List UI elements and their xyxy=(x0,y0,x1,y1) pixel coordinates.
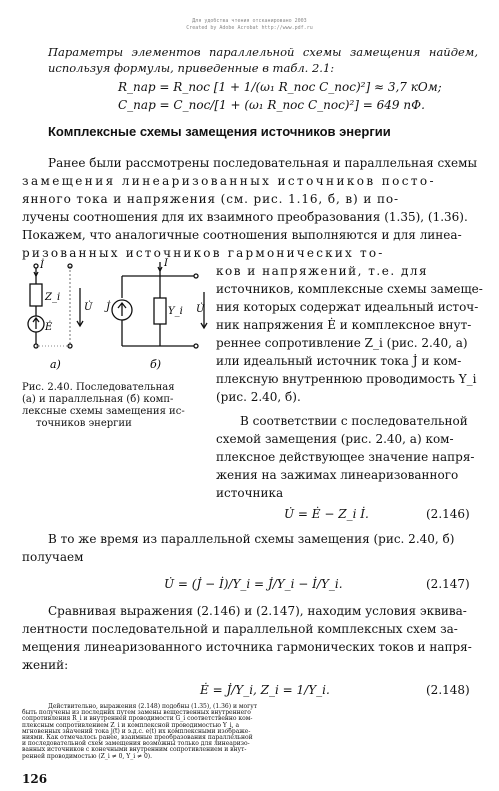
right-col-line: реннее сопротивление Z_i (рис. 2.40, а) xyxy=(216,336,468,350)
equation-number-2-147: (2.147) xyxy=(426,577,470,591)
label-e: Ė xyxy=(45,322,53,333)
paragraph-1-line: Ранее были рассмотрены последовательная и параллельная схемы xyxy=(48,156,478,170)
formula-r-par: R_пар = R_пос [1 + 1/(ω₁ R_пос C_пос)²] ≈ 3,7 кОм; xyxy=(118,80,442,94)
paragraph-3-line: получаем xyxy=(22,550,84,564)
paragraph-5-line: ванных источников с конечными внутренним сопротивлением и внут- xyxy=(22,746,247,754)
right-col-line: ник напряжения Ė и комплексное внут- xyxy=(216,318,472,332)
caption-line: лексные схемы замещения ис- xyxy=(22,406,185,417)
paragraph-5-line: быть получены из последних путем замены вещественных внутреннего xyxy=(22,709,251,717)
intro-paragraph: Параметры элементов параллельной схемы замещения найдем, используя формулы, приведенные в табл. 2.1: xyxy=(48,45,478,75)
right-col-line: (рис. 2.40, б). xyxy=(216,390,301,404)
paragraph-2-line: источника xyxy=(216,486,284,500)
paragraph-1-line: Покажем, что аналогичные соотношения выполняются и для линеа- xyxy=(22,228,462,242)
caption-line: (а) и параллельная (б) комп- xyxy=(22,394,174,405)
label-y-i: Y_i xyxy=(168,306,183,317)
paragraph-4-line: Сравнивая выражения (2.146) и (2.147), находим условия эквива- xyxy=(48,604,467,618)
label-j: J̇ xyxy=(106,302,111,313)
caption-line: точников энергии xyxy=(36,418,132,429)
paragraph-4-line: лентности последовательной и параллельной комплексных схем за- xyxy=(22,622,458,636)
label-current-a: İ xyxy=(40,260,44,271)
admittance-y-box xyxy=(154,298,166,324)
scan-header-line-2: Created by Adobe Acrobat http://www.pdf.ru xyxy=(186,25,313,31)
paragraph-5-line: ниями. Как отмечалось ранее, взаимные преобразования параллельной xyxy=(22,734,253,741)
impedance-z-box xyxy=(30,284,42,306)
paragraph-2-line: В соответствии с последовательной xyxy=(240,414,468,428)
paragraph-5-line: ренней проводимостью (Z_i ≠ 0, Y_i ≠ 0). xyxy=(22,752,153,760)
right-col-line: или идеальный источник тока J̇ и ком- xyxy=(216,354,462,368)
label-voltage-a: U̇ xyxy=(84,302,93,313)
paragraph-1-line: янного тока и напряжения (см. рис. 1.16, б, в) и по- xyxy=(22,192,399,206)
equation-2-147: U̇ = (J̇ − İ)/Y_i = J̇/Y_i − İ/Y_i. xyxy=(164,577,343,591)
right-col-line: ния которых содержат идеальный источ- xyxy=(216,300,479,314)
paragraph-3-line: В то же время из параллельной схемы замещения (рис. 2.40, б) xyxy=(48,532,455,546)
right-col-line: ков и напряжений, т.е. для xyxy=(216,264,429,278)
section-title: Комплексные схемы замещения источников энергии xyxy=(48,124,391,139)
paragraph-5-line: и последовательной схем замещения возможны только для линеаризо- xyxy=(22,740,250,748)
equation-number-2-146: (2.146) xyxy=(426,507,470,521)
circuit-figure-2-40 xyxy=(18,258,214,382)
label-voltage-b: U̇ xyxy=(196,304,205,315)
paragraph-5-line: плексным сопротивлением Z_i и комплексной проводимостью Y_i, а xyxy=(22,721,240,729)
paragraph-4-line: жений: xyxy=(22,658,69,672)
formula-c-par: C_пар = C_пос/[1 + (ω₁ R_пос C_пос)²] = 649 пФ. xyxy=(118,98,425,112)
paragraph-2-line: плексное действующее значение напря- xyxy=(216,450,475,464)
right-col-line: источников, комплексные схемы замеще- xyxy=(216,282,483,296)
label-a: а) xyxy=(50,358,61,371)
caption-line: Рис. 2.40. Последовательная xyxy=(22,382,175,393)
label-z-i: Z_i xyxy=(45,292,61,303)
right-col-line: плексную внутреннюю проводимость Y_i xyxy=(216,372,477,386)
paragraph-4-line: мещения линеаризованного источника гармонических токов и напря- xyxy=(22,640,472,654)
equation-2-146: U̇ = Ė − Z_i İ. xyxy=(284,507,369,521)
equation-number-2-148: (2.148) xyxy=(426,683,470,697)
figure-caption xyxy=(22,382,208,430)
circuit-a-series xyxy=(28,264,83,348)
page-number: 126 xyxy=(22,772,48,786)
label-current-b: İ xyxy=(164,258,168,269)
paragraph-2-line: схемой замещения (рис. 2.40, а) ком- xyxy=(216,432,454,446)
paragraph-5-line: сопротивления R_i и внутренней проводимости G_i соответственно ком- xyxy=(22,715,253,723)
paragraph-2-line: жения на зажимах линеаризованного xyxy=(216,468,459,482)
paragraph-5-line: Действительно, выражения (2.148) подобны (1.35), (1.36) и могут xyxy=(48,703,258,710)
paragraph-5-line: мгновенных значений тока j(t) и э.д.с. e(t) их комплексными изображе- xyxy=(22,727,251,735)
circuit-b-parallel xyxy=(112,262,207,348)
paragraph-1-line: замещения линеаризованных источников посто- xyxy=(22,174,437,188)
label-b: б) xyxy=(150,358,162,371)
paragraph-1-line: ризованных источников гармонических то- xyxy=(22,246,385,260)
equation-2-148: Ė = J̇/Y_i, Z_i = 1/Y_i. xyxy=(200,683,330,697)
paragraph-1-line: лучены соотношения для их взаимного преобразования (1.35), (1.36). xyxy=(22,210,468,224)
scan-header-line-1: Для удобства чтения отсканировано 2003 xyxy=(192,18,307,24)
